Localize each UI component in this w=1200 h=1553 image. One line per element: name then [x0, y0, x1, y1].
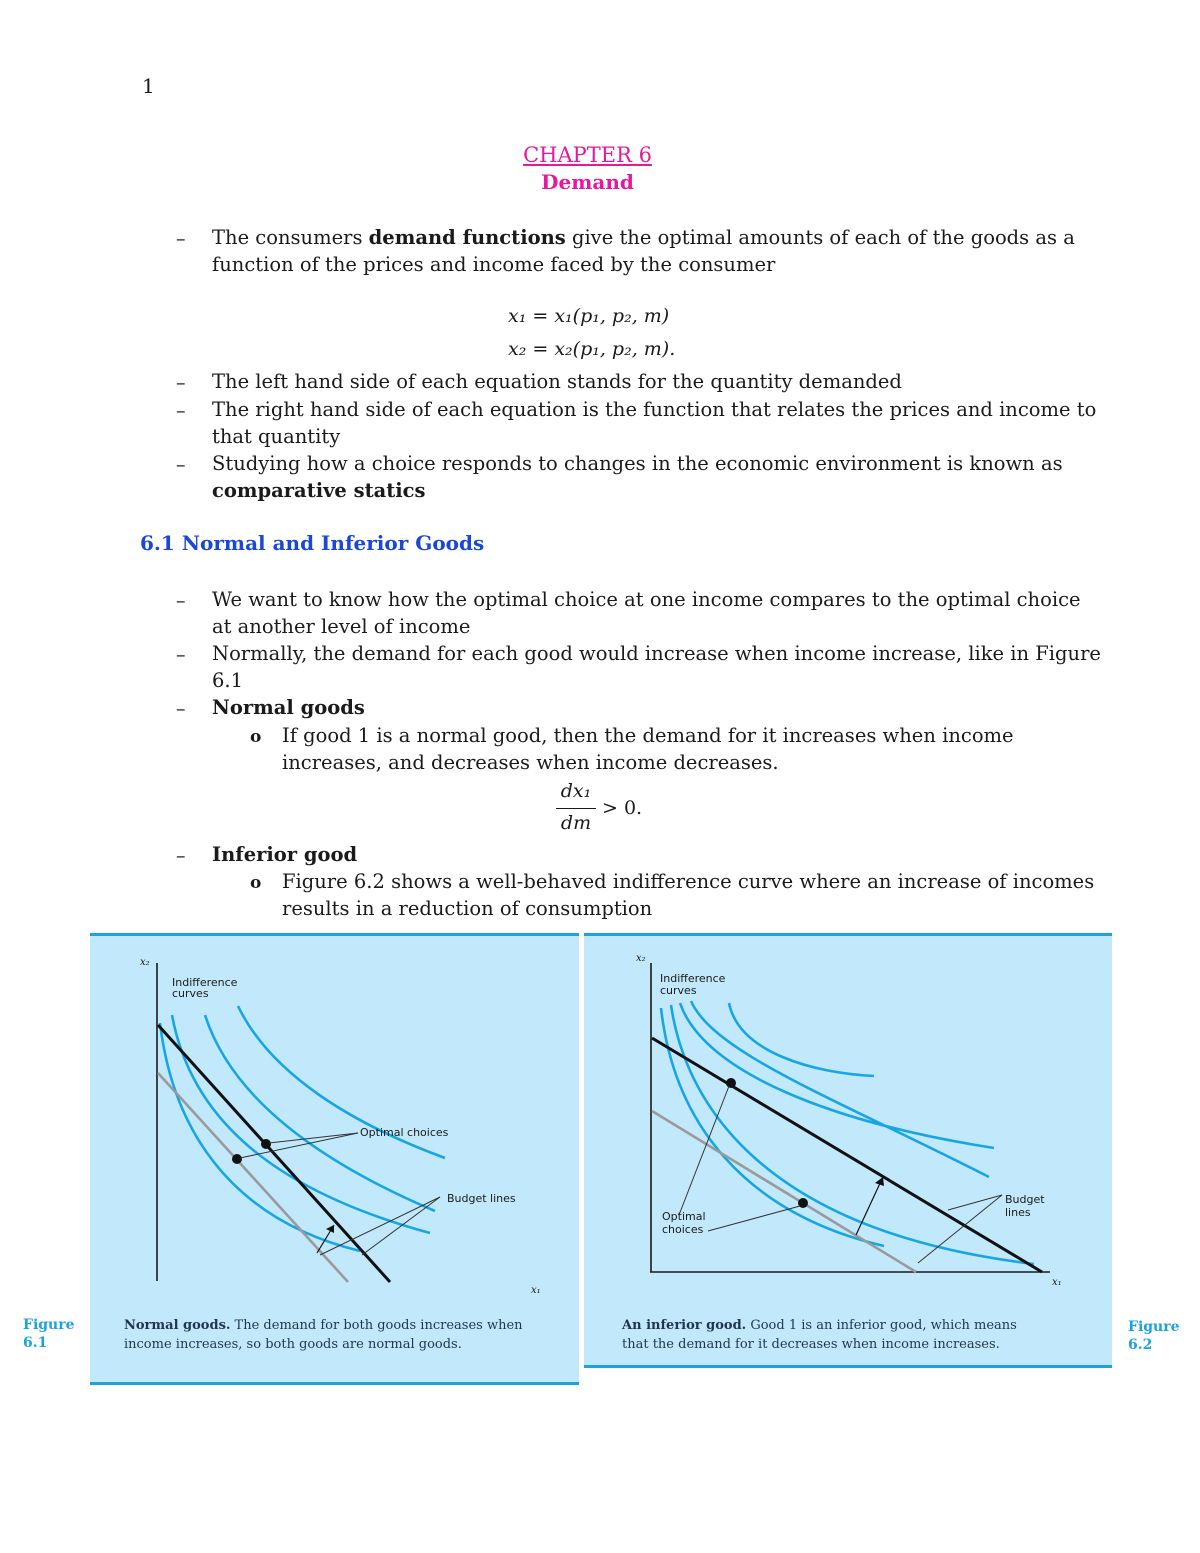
text: income increases, so both goods are normal goods. [124, 1337, 462, 1352]
budget-line-new [158, 1025, 390, 1282]
leader-line [948, 1195, 1002, 1210]
optimal-point [232, 1154, 242, 1164]
text: Normally, the demand for each good would increase when income increase, like in Figure [212, 642, 1101, 665]
figure-6-1-caption [124, 1316, 564, 1354]
circle-bullet-icon: o [250, 873, 262, 893]
bullet-dash: – [176, 400, 186, 422]
bullet-dash: – [176, 698, 186, 720]
text: If good 1 is a normal good, then the demand for it increases when income [282, 724, 1014, 747]
circle-bullet-icon: o [250, 727, 262, 747]
text: that the demand for it decreases when income increases. [622, 1337, 1000, 1352]
bullet-dash: – [176, 845, 186, 867]
term-comparative-statics: comparative statics [212, 479, 426, 502]
bullet-dash: – [176, 590, 186, 612]
y-axis-label: x₂ [140, 957, 150, 968]
text: The right hand side of each equation is the function that relates the prices and income to [212, 398, 1097, 421]
budget-lines-label-line1: Budget [1005, 1193, 1045, 1206]
leader-line [679, 1086, 729, 1215]
intro-bullet-1 [212, 224, 1075, 278]
section-heading: 6.1 Normal and Inferior Goods [140, 531, 485, 555]
chapter-subtitle: Demand [541, 170, 634, 194]
text: Figure [1128, 1319, 1180, 1335]
budget-line-initial [158, 1073, 348, 1282]
figure-6-1-graph [90, 933, 579, 1303]
normal-goods-heading: Normal goods [212, 696, 365, 719]
section-bullet-2 [212, 640, 1101, 694]
text: that quantity [212, 425, 341, 448]
indifference-curve [729, 1003, 874, 1076]
intro-bullet-4 [212, 450, 1063, 504]
equation-x2: x₂ = x₂(p₁, p₂, m). [508, 338, 676, 360]
text: The consumers [212, 226, 369, 249]
indifference-curve [680, 1003, 994, 1148]
text: Good 1 is an inferior good, which means [746, 1318, 1017, 1333]
page-number: 1 [142, 74, 155, 98]
y-axis-label: x₂ [636, 953, 646, 964]
curves-label-line2: curves [660, 984, 697, 997]
text: function of the prices and income faced by the consumer [212, 253, 776, 276]
budget-lines-label-line2: lines [1005, 1206, 1031, 1219]
leader-line [362, 1197, 440, 1255]
caption-title: An inferior good. [622, 1318, 747, 1333]
text: 6.1 [212, 669, 244, 692]
bullet-dash: – [176, 372, 186, 394]
curves-label-line1: Indifference [172, 976, 238, 989]
budget-lines-label: Budget lines [447, 1192, 516, 1205]
figure-6-2 [584, 933, 1112, 1368]
optimal-choices-label-line2: choices [662, 1223, 704, 1236]
optimal-point [726, 1078, 736, 1088]
figure-6-1-label [23, 1316, 75, 1352]
derivative-denominator: dm [560, 812, 592, 834]
intro-bullet-3 [212, 396, 1096, 450]
text: at another level of income [212, 615, 471, 638]
figure-bottom-rule [90, 1382, 579, 1385]
text: results in a reduction of consumption [282, 897, 653, 920]
text: Studying how a choice responds to changes in the economic environment is known as [212, 452, 1063, 475]
inferior-good-text [282, 868, 1094, 922]
optimal-choices-label-line1: Optimal [662, 1210, 706, 1223]
x-axis-label: x₁ [531, 1285, 541, 1296]
caption-title: Normal goods. [124, 1318, 231, 1333]
optimal-choices-label: Optimal choices [360, 1126, 449, 1139]
text: The demand for both goods increases when [230, 1318, 523, 1333]
text: increases, and decreases when income decreases. [282, 751, 779, 774]
intro-bullet-2: The left hand side of each equation stands for the quantity demanded [212, 370, 902, 393]
bullet-dash: – [176, 644, 186, 666]
text: Figure 6.2 shows a well-behaved indifference curve where an increase of incomes [282, 870, 1095, 893]
figure-6-1 [90, 933, 579, 1385]
derivative-numerator: dx₁ [560, 780, 592, 802]
equation-x1: x₁ = x₁(p₁, p₂, m) [508, 305, 670, 327]
text: Figure [23, 1317, 75, 1333]
section-bullet-1 [212, 586, 1081, 640]
figure-6-2-caption [622, 1316, 1092, 1354]
bullet-dash: – [176, 454, 186, 476]
leader-line [269, 1133, 358, 1143]
derivative-rhs: > 0. [602, 797, 643, 819]
curves-label-line1: Indifference [660, 972, 726, 985]
x-axis-label: x₁ [1052, 1277, 1062, 1288]
chapter-title: CHAPTER 6 [523, 143, 652, 167]
indifference-curve [671, 1005, 1034, 1264]
figure-6-2-label [1128, 1318, 1180, 1354]
inferior-good-heading: Inferior good [212, 843, 358, 866]
indifference-curve [205, 1015, 435, 1211]
fraction-bar [556, 808, 596, 809]
normal-goods-text [282, 722, 1014, 776]
text: 6.1 [23, 1335, 48, 1351]
text: give the optimal amounts of each of the goods as a [565, 226, 1075, 249]
leader-line [708, 1206, 800, 1231]
figure-6-2-graph [584, 933, 1112, 1303]
figure-bottom-rule [584, 1365, 1112, 1368]
text: We want to know how the optimal choice at one income compares to the optimal choice [212, 588, 1081, 611]
term-demand-functions: demand functions [368, 226, 566, 249]
curves-label-line2: curves [172, 987, 209, 1000]
optimal-point [261, 1139, 271, 1149]
indifference-curve [172, 1015, 430, 1233]
bullet-dash: – [176, 228, 186, 250]
text: 6.2 [1128, 1337, 1153, 1353]
